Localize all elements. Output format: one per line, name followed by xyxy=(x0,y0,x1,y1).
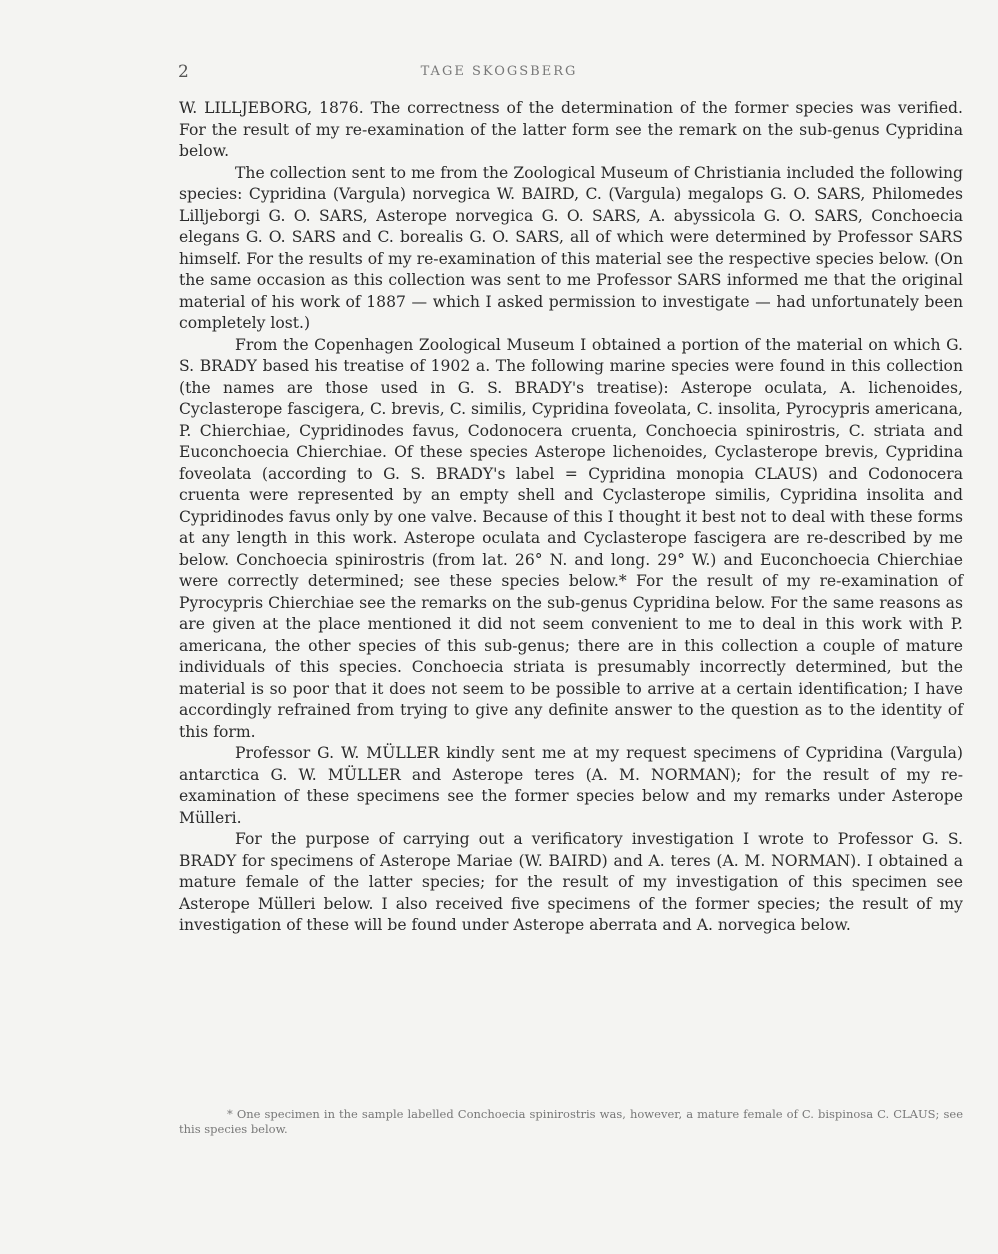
running-head: TAGE SKOGSBERG xyxy=(420,64,578,79)
paragraph: W. LILLJEBORG, 1876. The correctness of the determination of the former species was verified. For the result of my re-examination of the latter form see the remark on the sub-genus Cypridina below. xyxy=(179,99,963,160)
page-header xyxy=(0,62,998,86)
footnote xyxy=(179,1107,963,1137)
page-number: 2 xyxy=(178,62,189,82)
paragraph: Professor G. W. MÜLLER kindly sent me at my request specimens of Cypridina (Vargula) antarctica G. W. MÜLLER and Asterope teres (A. M. NORMAN); for the result of my re-examination of these specimens see the former species below and my remarks under Asterope Mülleri. xyxy=(179,744,963,827)
paragraph: The collection sent to me from the Zoological Museum of Christiania included the following species: Cypridina (Vargula) norvegica W. BAIRD, C. (Vargula) megalops G. O. SARS, Philomedes Lilljeborgi G. O. SARS, Asterope norvegica G. O. SARS, A. abyssicola G. O. SARS, Conchoecia elegans G. O. SARS and C. borealis G. O. SARS, all of which were determined by Professor SARS himself. For the results of my re-examination of this material see the respective species below. (On the same occasion as this collection was sent to me Professor SARS informed me that the original material of his work of 1887 — which I asked permission to investigate — had unfortunately been completely lost.) xyxy=(179,163,963,332)
paragraph: From the Copenhagen Zoological Museum I obtained a portion of the material on which G. S. BRADY based his treatise of 1902 a. The following marine species were found in this collection (the names are those used in G. S. BRADY's treatise): Asterope oculata, A. lichenoides, Cyclasterope fascigera, C. brevis, C. similis, Cypridina foveolata, C. insolita, Pyrocypris americana, P. Chierchiae, Cypridinodes favus, Codonocera cruenta, Conchoecia spinirostris, C. striata and Euconchoecia Chierchiae. Of these species Asterope lichenoides, Cyclasterope brevis, Cypridina foveolata (according to G. S. BRADY's label = Cypridina monopia CLAUS) and Codonocera cruenta were represented by an empty shell and Cyclasterope similis, Cypridina insolita and Cypridinodes favus only by one valve. Because of this I thought it best not to deal with these forms at any length in this work. Asterope oculata and Cyclasterope fascigera are re-described by me below. Conchoecia spinirostris (from lat. 26° N. and long. 29° W.) and Euconchoecia Chierchiae were correctly determined; see these species below.* For the result of my re-examination of Pyrocypris Chierchiae see the remarks on the sub-genus Cypridina below. For the same reasons as are given at the place mentioned it did not seem convenient to me to deal in this work with P. americana, the other species of this sub-genus; there are in this collection a couple of mature individuals of this species. Conchoecia striata is presumably incorrectly determined, but the material is so poor that it does not seem to be possible to arrive at a certain identification; I have accordingly refrained from trying to give any definite answer to the question as to the identity of this form. xyxy=(179,335,963,741)
paragraph: For the purpose of carrying out a verificatory investigation I wrote to Professor G. S. BRADY for specimens of Asterope Mariae (W. BAIRD) and A. teres (A. M. NORMAN). I obtained a mature female of the latter species; for the result of my investigation of this specimen see Asterope Mülleri below. I also received five specimens of the former species; the result of my investigation of these will be found under Asterope aberrata and A. norvegica below. xyxy=(179,830,963,934)
footnote-text: * One specimen in the sample labelled Conchoecia spinirostris was, however, a mature female of C. bispinosa C. CLAUS; see this species below. xyxy=(179,1107,963,1136)
body-text xyxy=(179,98,963,937)
